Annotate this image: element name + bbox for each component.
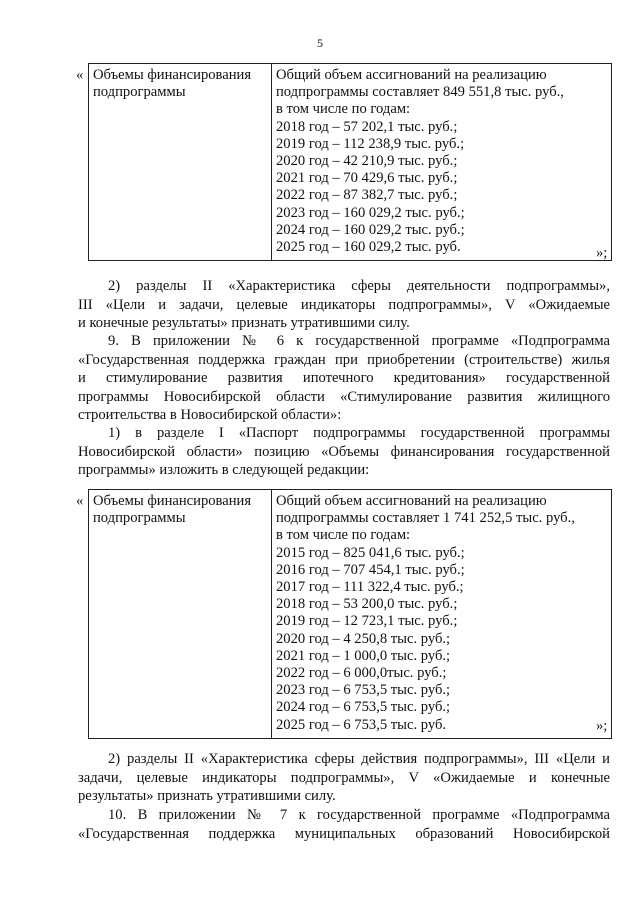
cell-line: подпрограммы <box>93 510 186 527</box>
financing-label-cell <box>89 490 272 739</box>
cell-line: 2022 год – 87 382,7 тыс. руб.; <box>276 187 458 204</box>
text-line: 9. В приложении № 6 к государственной программе «Подпрограмма <box>108 333 610 349</box>
paragraph-item-10 <box>78 806 610 843</box>
closing-quote: »; <box>596 245 608 261</box>
page-number: 5 <box>317 36 323 50</box>
cell-line: Объемы финансирования <box>93 67 252 83</box>
text-line: задачи, целевые индикаторы подпрограммы», V «Ожидаемые и конечные <box>78 769 610 786</box>
cell-line: 2025 год – 6 753,5 тыс. руб. <box>276 716 447 733</box>
cell-line: 2021 год – 70 429,6 тыс. руб.; <box>276 170 458 187</box>
text-line: и стимулирование развития ипотечного кредитования» государственной <box>78 370 610 386</box>
cell-line: 2023 год – 6 753,5 тыс. руб.; <box>276 682 451 699</box>
text-line: строительства в Новосибирской области»: <box>78 407 342 423</box>
text-line: 2) разделы II «Характеристика сферы действия подпрограммы», III «Цели и <box>108 751 610 767</box>
cell-line: 2018 год – 57 202,1 тыс. руб.; <box>276 118 458 135</box>
paragraph-subitem-1 <box>78 424 610 480</box>
cell-line: в том числе по годам: <box>276 527 411 544</box>
cell-line: Общий объем ассигнований на реализацию <box>276 67 547 83</box>
text-line: 10. В приложении № 7 к государственной программе «Подпрограмма <box>108 807 610 823</box>
financing-value-cell <box>272 64 612 261</box>
opening-quote: « <box>76 67 84 83</box>
text-line: «Государственная поддержка граждан при приобретении (строительстве) жилья <box>78 351 610 368</box>
cell-line: 2022 год – 6 000,0тыс. руб.; <box>276 665 447 682</box>
text-line: «Государственная поддержка муниципальных образований Новосибирской <box>78 825 610 842</box>
text-line: программы Новосибирской области «Стимулирование развития жилищного <box>78 388 610 405</box>
financing-table-2 <box>88 489 612 739</box>
paragraph-sections-1 <box>78 277 610 333</box>
cell-line: 2025 год – 160 029,2 тыс. руб. <box>276 239 461 256</box>
cell-line: 2023 год – 160 029,2 тыс. руб.; <box>276 204 465 221</box>
cell-line: 2018 год – 53 200,0 тыс. руб.; <box>276 596 458 613</box>
closing-quote: »; <box>596 718 608 734</box>
cell-line: 2020 год – 4 250,8 тыс. руб.; <box>276 630 451 647</box>
text-line: результаты» признать утратившими силу. <box>78 788 336 804</box>
text-line: III «Цели и задачи, целевые индикаторы подпрограммы», V «Ожидаемые <box>78 296 610 313</box>
cell-line: 2019 год – 12 723,1 тыс. руб.; <box>276 613 458 630</box>
cell-line: подпрограммы <box>93 84 186 101</box>
paragraph-item-9 <box>78 332 610 425</box>
cell-line: 2020 год – 42 210,9 тыс. руб.; <box>276 153 458 170</box>
cell-line: подпрограммы составляет 849 551,8 тыс. руб., <box>276 84 564 101</box>
paragraph-sections-2 <box>78 750 610 806</box>
financing-table-1 <box>88 63 612 261</box>
cell-line: Общий объем ассигнований на реализацию <box>276 493 547 509</box>
cell-line: 2024 год – 6 753,5 тыс. руб.; <box>276 699 451 716</box>
cell-line: 2015 год – 825 041,6 тыс. руб.; <box>276 544 465 561</box>
financing-label-cell <box>89 64 272 261</box>
cell-line: 2024 год – 160 029,2 тыс. руб.; <box>276 221 465 238</box>
text-line: 1) в разделе I «Паспорт подпрограммы государственной программы <box>108 425 610 441</box>
text-line: и конечные результаты» признать утратившими силу. <box>78 315 410 331</box>
cell-line: 2017 год – 111 322,4 тыс. руб.; <box>276 579 464 596</box>
cell-line: в том числе по годам: <box>276 101 411 118</box>
text-line: программы» изложить в следующей редакции: <box>78 462 370 478</box>
financing-value-cell <box>272 490 612 739</box>
text-line: 2) разделы II «Характеристика сферы деятельности подпрограммы», <box>108 278 610 294</box>
text-line: Новосибирской области» позицию «Объемы финансирования государственной <box>78 443 610 460</box>
cell-line: 2019 год – 112 238,9 тыс. руб.; <box>276 135 465 152</box>
cell-line: 2016 год – 707 454,1 тыс. руб.; <box>276 561 465 578</box>
cell-line: 2021 год – 1 000,0 тыс. руб.; <box>276 647 451 664</box>
cell-line: Объемы финансирования <box>93 493 252 509</box>
cell-line: подпрограммы составляет 1 741 252,5 тыс. руб., <box>276 510 575 527</box>
opening-quote: « <box>76 493 84 509</box>
